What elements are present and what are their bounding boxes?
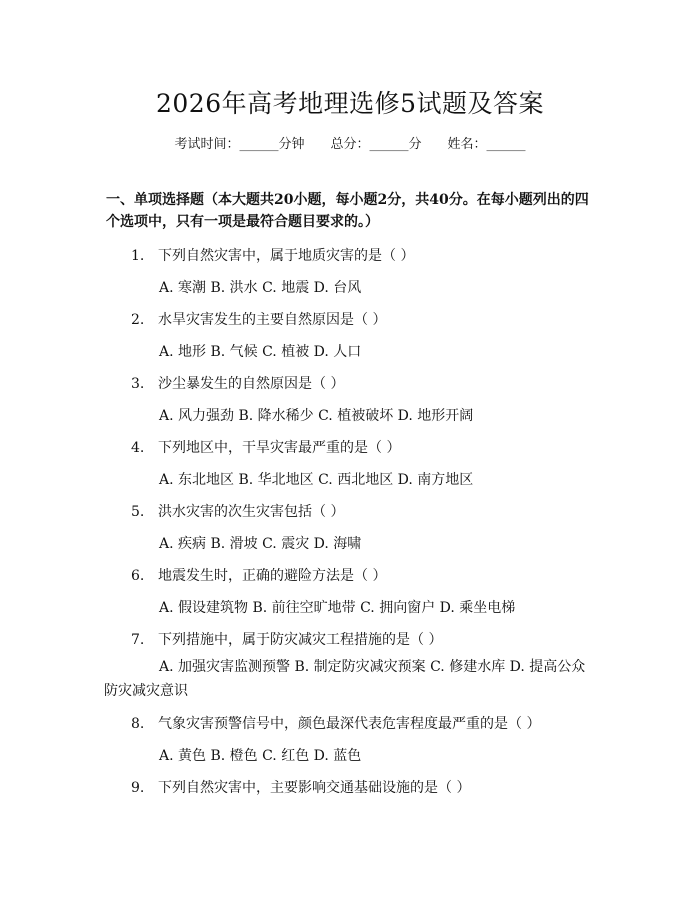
question-text: 气象灾害预警信号中，颜色最深代表危害程度最严重的是（ ） [158, 716, 541, 732]
student-name: 姓名：______ [447, 137, 526, 152]
exam-meta [0, 133, 700, 152]
question-options: A. 地形 B. 气候 C. 植被 D. 人口 [159, 344, 362, 360]
question-item [131, 437, 400, 457]
question-options: A. 东北地区 B. 华北地区 C. 西北地区 D. 南方地区 [159, 472, 474, 488]
question-text: 下列措施中，属于防灾减灾工程措施的是（ ） [158, 632, 443, 648]
question-text: 下列地区中，干旱灾害最严重的是（ ） [158, 440, 401, 456]
question-item [131, 713, 540, 733]
question-item [131, 373, 344, 393]
exam-time: 考试时间：______分钟 [174, 137, 305, 152]
question-options: A. 假设建筑物 B. 前往空旷地带 C. 拥向窗户 D. 乘坐电梯 [159, 600, 516, 616]
question-text: 下列自然灾害中，主要影响交通基础设施的是（ ） [158, 780, 471, 796]
question-text: 下列自然灾害中，属于地质灾害的是（ ） [158, 248, 415, 264]
question-number: 7. [131, 632, 145, 648]
question-item [131, 245, 414, 265]
question-number: 2. [131, 312, 145, 328]
question-number: 5. [131, 504, 145, 520]
section-heading: 一、单项选择题（本大题共20小题，每小题2分，共40分。在每小题列出的四个选项中，只有一项是最符合题目要求的。） [106, 192, 589, 230]
question-number: 3. [131, 376, 145, 392]
question-item [131, 565, 386, 585]
question-text: 水旱灾害发生的主要自然原因是（ ） [158, 312, 387, 328]
question-number: 9. [131, 780, 145, 796]
question-options: A. 风力强劲 B. 降水稀少 C. 植被破坏 D. 地形开阔 [159, 408, 474, 424]
question-number: 8. [131, 716, 145, 732]
question-item [131, 777, 470, 797]
question-options: A. 疾病 B. 滑坡 C. 震灾 D. 海啸 [159, 536, 362, 552]
question-options: A. 加强灾害监测预警 B. 制定防灾减灾预案 C. 修建水库 D. 提高公众防灾减灾意识 [104, 659, 586, 699]
page-title: 2026年高考地理选修5试题及答案 [155, 89, 545, 118]
question-item [131, 501, 344, 521]
question-text: 地震发生时，正确的避险方法是（ ） [158, 568, 387, 584]
question-options: A. 寒潮 B. 洪水 C. 地震 D. 台风 [159, 280, 362, 296]
question-text: 洪水灾害的次生灾害包括（ ） [158, 504, 345, 520]
question-number: 1. [131, 248, 145, 264]
question-options: A. 黄色 B. 橙色 C. 红色 D. 蓝色 [159, 748, 362, 764]
question-item [131, 629, 442, 649]
question-text: 沙尘暴发生的自然原因是（ ） [158, 376, 345, 392]
question-number: 6. [131, 568, 145, 584]
exam-score: 总分：______分 [330, 137, 422, 152]
question-number: 4. [131, 440, 145, 456]
question-item [131, 309, 386, 329]
